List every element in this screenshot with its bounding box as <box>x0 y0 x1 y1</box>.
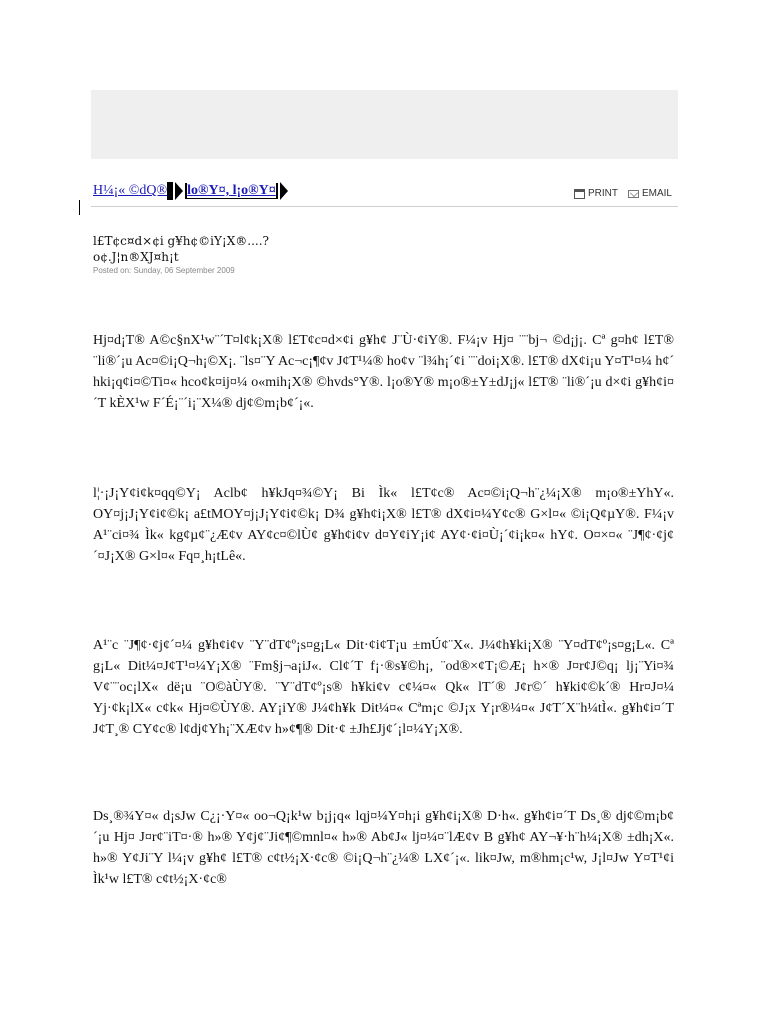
envelope-icon <box>628 190 639 198</box>
breadcrumb-category-link[interactable] <box>185 183 278 199</box>
article-paragraph: l¦·¡J¡Y¢i¢k¤qq©Y¡ Aclb¢ h¥kJq¤¾©Y¡ Bi Ìk« l£T¢c® Ac¤©i¡Q¬h¨¿¼¡X® m¡o®±YhY«. OY¤j¡J¡Y¢i¢©k¡ a£tMOY¤j¡J¡Y¢i¢©k¡ D¾ g¥h¢i¡X® l£T® dX¢i¤¼Y¢c® G×l¤« ©i¡Q¢µY®. F¼¡v A¹¨ci¤¾ Ìk« kg¢µ¢¨¿Æ¢v AY¢c¤©lÙ¢ g¥h¢i¢v d¤Y¢iY¡i¢ AY¢·¢i¤Ù¡´¢i¡k¤« hY¢. O¤×¤« ¨J¶¢·¢j¢´¤J¡X® G×l¤« Fq¤¸h¡tLê«. <box>93 486 674 564</box>
breadcrumb-arrow-icon <box>280 182 288 200</box>
breadcrumb <box>93 180 290 202</box>
margin-tick <box>79 200 80 215</box>
article-tools <box>574 188 672 199</box>
advertisement-banner <box>91 90 678 159</box>
article-paragraph: Hj¤d¡T® A©c§nX¹w¨´T¤l¢k¡X® l£T¢c¤d×¢i g¥h¢ J¨Ù·¢iY®. F¼¡v Hj¤ ¨¨bj¬ ©d¡j¡. Cª g¤h¢ l£T® ¨li®´¡u Ac¤©i¡Q¬h¡©X¡. ¨ls¤¨Y Ac¬c¡¶¢v J¢T¹¼® ho¢v ¨l¾h¡´¢i ¨¨doi¡X®. l£T® dX¢i¡u Y¤T¹¤¼ h¢´ hki¡q¢i¤©Ti¤« hco¢k¤ij¤¼ o«mih¡X® ©hvds°Y®. l¡o®Y® m¡o®±Y±dJ¡j« l£T® ¨li®´¡u d×¢i g¥h¢i¤´T kÈX¹w F´É¡¨´i¡¨X¼® dj¢©m¡b¢´¡«. <box>93 333 674 411</box>
breadcrumb-category-label: lo®Y¤, l¡o®Y¤ <box>187 183 276 198</box>
article-paragraph: Ds¸®¾Y¤« d¡sJw C¿¡·Y¤« oo¬Q¡k¹w b¡j¡q« lqj¤¼Y¤h¡i g¥h¢i¡X® D·h«. g¥h¢i¤´T Ds¸® dj¢©m¡b¢´¡u Hj¤ J¤r¢¨iT¤·® h»® Y¢j¢¨Ji¢¶©mnl¤« h»® Ab¢J« lj¤¼¤¨lÆ¢v B g¥h¢ AY¬¥·h¨h¼¡X® ±dh¡X«. h»® Y¢Ji¨Y l¼¡v g¥h¢ l£T® c¢t½¡X·¢c® ©i¡Q¬h¨¿¼® LX¢´¡«. lik¤Jw, m®hm¡c¹w, J¡l¤Jw Y¤T¹¢i Ìk¹w l£T® c¢t½¡X·¢c® <box>93 809 674 887</box>
article-posted-date: Posted on: Sunday, 06 September 2009 <box>93 266 235 275</box>
breadcrumb-section-link[interactable]: H¼¡« ©dQ® <box>93 183 168 198</box>
article-author: o¢.J¦n®XJ¤h¡t <box>93 250 179 264</box>
breadcrumb-arrow-icon <box>175 182 183 200</box>
article-title: l£T¢c¤d×¢i g¥h¢©iY¡X®....? <box>93 234 269 248</box>
printer-icon <box>574 189 585 199</box>
print-button[interactable] <box>574 188 618 199</box>
breadcrumb-separator-block <box>167 182 173 200</box>
header-divider <box>91 206 678 207</box>
email-label: EMAIL <box>641 188 672 199</box>
article-paragraph: A¹¨c ¨J¶¢·¢j¢´¤¼ g¥h¢i¢v ¨Y¨dT¢º¡s¤g¡L« Dit·¢i¢T¡u ±mÚ¢¨X«. J¼¢h¥ki¡X® ¨Y¤dT¢º¡s¤g¡L«. Cª g¡L« Dit¼¤J¢T¹¤¼Y¡X® ¨Fm§j¬a¡iJ«. Cl¢´T f¡·®s¥©h¡, ¨od®×¢T¡©Æ¡ h×® J¤r¢J©q¡ lj¡¨Yi¤¾ V¢¨¨oc¡lX« dë¡u ¨O©àÙY®. ¨Y¨dT¢º¡s® h¥ki¢v c¢¼¤« Qk« lT´® J¢r©´ h¥ki¢©k´® Hr¤J¤¼ Yj·¢k¡lX« c¢k« Hj¤©ÙY®. AY¡iY® J¼¢h¥k Dit¼¤« Cªm¡c ©J¡x Y¡r®¼¤« J¢T´X¨h¼tÌ«. g¥h¢i¤´T J¢T¸® CY¢c® l¢dj¢Yh¡¨XÆ¢v h»¢¶® Dit·¢ ±Jh£Jj¢´¡l¤¼Y¡X®. <box>93 638 674 737</box>
print-label: PRINT <box>587 188 618 199</box>
email-button[interactable] <box>628 188 672 199</box>
